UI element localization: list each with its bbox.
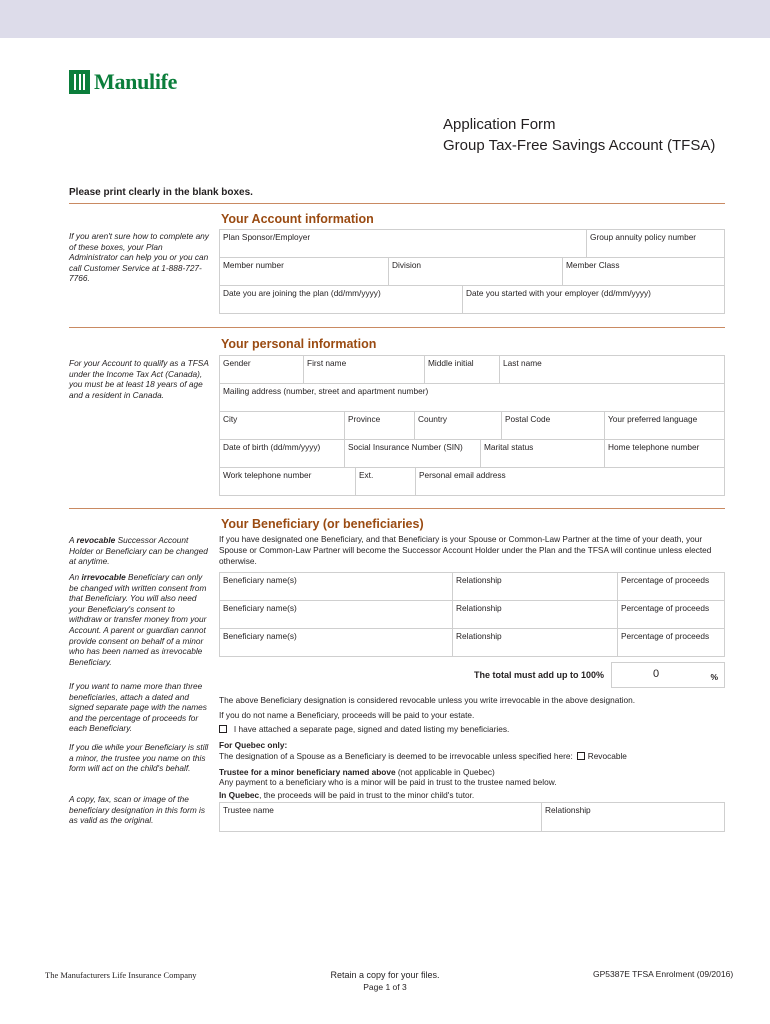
form-title-line1: Application Form [443,116,556,133]
language-label: Your preferred language [608,414,698,424]
revocable-note-bold: revocable [76,535,116,545]
manulife-logo-icon [69,70,90,94]
policy-number-field[interactable] [586,230,724,257]
quebec-title: For Quebec only: [219,740,288,750]
member-number-field[interactable] [220,258,388,285]
personal-fields [219,355,725,496]
beneficiary-relationship-label: Relationship [456,631,502,641]
first-name-field[interactable] [303,356,424,383]
personal-row [220,384,724,412]
plan-sponsor-label: Plan Sponsor/Employer [223,232,311,242]
beneficiary-row [220,629,724,657]
country-field[interactable] [414,412,501,439]
mailing-address-label: Mailing address (number, street and apartment number) [223,386,429,396]
beneficiary-name-field[interactable] [220,573,452,600]
account-row [220,230,724,258]
beneficiary-relationship-field[interactable] [452,601,617,628]
revocable-note [69,535,209,567]
revocable-checkbox[interactable] [577,752,585,760]
irrevocable-note-pre: An [69,572,82,582]
total-row [219,662,725,688]
date-joining-label: Date you are joining the plan (dd/mm/yyyy) [223,288,381,298]
viewer-top-bar [0,0,770,38]
personal-side-note: For your Account to qualify as a TFSA under the Income Tax Act (Canada), you must be at least 18 years of age and a resident in Canada. [69,358,209,400]
form-title [443,114,715,156]
email-label: Personal email address [419,470,506,480]
beneficiary-name-field[interactable] [220,629,452,656]
work-phone-label: Work telephone number [223,470,312,480]
middle-initial-field[interactable] [424,356,499,383]
member-class-field[interactable] [562,258,724,285]
quebec-tutor-bold: In Quebec [219,790,260,800]
sin-label: Social Insurance Number (SIN) [348,442,463,452]
beneficiary-percentage-field[interactable] [617,573,724,600]
personal-row [220,440,724,468]
ext-field[interactable] [355,468,415,495]
separate-page-checkbox[interactable] [219,725,227,733]
personal-section-title: Your personal information [221,337,377,351]
minor-trustee-note: If you die while your Beneficiary is still a minor, the trustee you name on this form will act on the child's behalf. [69,742,209,774]
revocable-designation-text: The above Beneficiary designation is considered revocable unless you write irrevocable in the above designation. [219,695,636,705]
last-name-field[interactable] [499,356,724,383]
ext-label: Ext. [359,470,374,480]
account-fields [219,229,725,314]
email-field[interactable] [415,468,724,495]
date-joining-field[interactable] [220,286,462,313]
section-divider [69,327,725,328]
policy-number-label: Group annuity policy number [590,232,697,242]
beneficiary-percentage-label: Percentage of proceeds [621,603,710,613]
beneficiary-name-label: Beneficiary name(s) [223,631,297,641]
footer-retain: Retain a copy for your files. [330,970,440,980]
beneficiary-relationship-field[interactable] [452,573,617,600]
brand-name: Manulife [94,69,178,94]
account-row [220,258,724,286]
quebec-tutor-text: , the proceeds will be paid in trust to the minor child's tutor. [259,790,475,800]
section-divider [69,203,725,204]
first-name-label: First name [307,358,347,368]
footer-center [300,969,470,993]
trustee-fields [219,802,725,832]
division-field[interactable] [388,258,562,285]
trustee-title-note: (not applicable in Quebec) [395,767,495,777]
account-section-title: Your Account information [221,212,374,226]
total-value: 0 [652,668,660,680]
beneficiary-relationship-label: Relationship [456,575,502,585]
separate-page-line [219,724,509,735]
irrevocable-note [69,572,209,667]
print-note: Please print clearly in the blank boxes. [69,187,253,198]
copy-valid-note: A copy, fax, scan or image of the beneficiary designation in this form is as valid as the original. [69,794,206,826]
form-title-line2: Group Tax-Free Savings Account (TFSA) [443,137,716,154]
language-field[interactable] [604,412,724,439]
dob-field[interactable] [220,440,344,467]
member-number-label: Member number [223,260,284,270]
date-started-label: Date you started with your employer (dd/mm/yyyy) [466,288,651,298]
footer-page-number: Page 1 of 3 [363,982,407,992]
last-name-label: Last name [503,358,542,368]
account-side-note: If you aren't sure how to complete any of these boxes, your Plan Administrator can help you or you can call Customer Service at 1-888-727-7766. [69,231,209,284]
trustee-name-field[interactable] [220,803,541,831]
beneficiary-percentage-field[interactable] [617,601,724,628]
no-beneficiary-text: If you do not name a Beneficiary, proceeds will be paid to your estate. [219,710,475,720]
personal-row [220,468,724,496]
quebec-line [219,751,627,762]
trustee-relationship-field[interactable] [541,803,724,831]
beneficiary-percentage-label: Percentage of proceeds [621,575,710,585]
section-divider [69,508,725,509]
middle-initial-label: Middle initial [428,358,474,368]
gender-field[interactable] [220,356,303,383]
beneficiary-section-title: Your Beneficiary (or beneficiaries) [221,517,424,531]
quebec-text: The designation of a Spouse as a Beneficiary is deemed to be irrevocable unless specified here: [219,751,573,761]
postal-code-label: Postal Code [505,414,551,424]
beneficiary-row [220,601,724,629]
beneficiary-intro: If you have designated one Beneficiary, and that Beneficiary is your Spouse or Common-Law Partner at the time of your death, your Spouse or Common-Law Partner will become the Successor Account Holder under the Plan and the TFSA will continue unless elected otherwise. [219,534,712,566]
work-phone-field[interactable] [220,468,355,495]
total-unit: % [710,672,718,682]
footer-company: The Manufacturers Life Insurance Company [45,970,197,980]
total-percentage-field[interactable] [611,662,725,688]
revocable-note-pre: A [69,535,77,545]
beneficiary-table [219,572,725,657]
beneficiary-percentage-label: Percentage of proceeds [621,631,710,641]
revocable-label: Revocable [587,751,627,761]
plan-sponsor-field[interactable] [220,230,586,257]
postal-code-field[interactable] [501,412,604,439]
manulife-logo [69,69,177,95]
beneficiary-relationship-field[interactable] [452,629,617,656]
irrevocable-note-bold: irrevocable [81,572,126,582]
personal-row [220,356,724,384]
quebec-tutor-line [219,790,474,801]
personal-row [220,412,724,440]
sin-field[interactable] [344,440,480,467]
more-beneficiaries-note: If you want to name more than three beneficiaries, attach a dated and signed separate page with the names and the percentage of proceeds for each Beneficiary. [69,681,207,734]
dob-label: Date of birth (dd/mm/yyyy) [223,442,321,452]
home-phone-field[interactable] [604,440,724,467]
gender-label: Gender [223,358,251,368]
city-label: City [223,414,238,424]
beneficiary-row [220,573,724,601]
revocable-note-post: Successor Account Holder or Beneficiary can be changed at anytime. [69,535,208,567]
province-field[interactable] [344,412,414,439]
beneficiary-percentage-field[interactable] [617,629,724,656]
beneficiary-name-field[interactable] [220,601,452,628]
division-label: Division [392,260,422,270]
beneficiary-name-label: Beneficiary name(s) [223,603,297,613]
home-phone-label: Home telephone number [608,442,700,452]
date-started-field[interactable] [462,286,724,313]
member-class-label: Member Class [566,260,620,270]
separate-page-text: I have attached a separate page, signed and dated listing my beneficiaries. [233,724,510,734]
total-label: The total must add up to 100% [473,670,604,680]
trustee-title: Trustee for a minor beneficiary named above [219,767,396,777]
marital-status-label: Marital status [484,442,534,452]
irrevocable-note-post: Beneficiary can only be changed with written consent from that Beneficiary. You will also need your Beneficiary's consent to withdraw or transfer money from your Account. A parent or guardian cannot provide consent on behalf of a minor who has been named as irrevocable Beneficiary. [69,572,207,667]
province-label: Province [348,414,381,424]
trustee-relationship-label: Relationship [545,805,591,815]
account-row [220,286,724,314]
beneficiary-relationship-label: Relationship [456,603,502,613]
country-label: Country [418,414,448,424]
mailing-address-field[interactable] [220,384,724,411]
marital-status-field[interactable] [480,440,604,467]
trustee-name-label: Trustee name [223,805,274,815]
beneficiary-name-label: Beneficiary name(s) [223,575,297,585]
city-field[interactable] [220,412,344,439]
footer-form-code: GP5387E TFSA Enrolment (09/2016) [593,969,734,979]
trustee-text: Any payment to a beneficiary who is a minor will be paid in trust to the trustee named below. [219,777,557,787]
